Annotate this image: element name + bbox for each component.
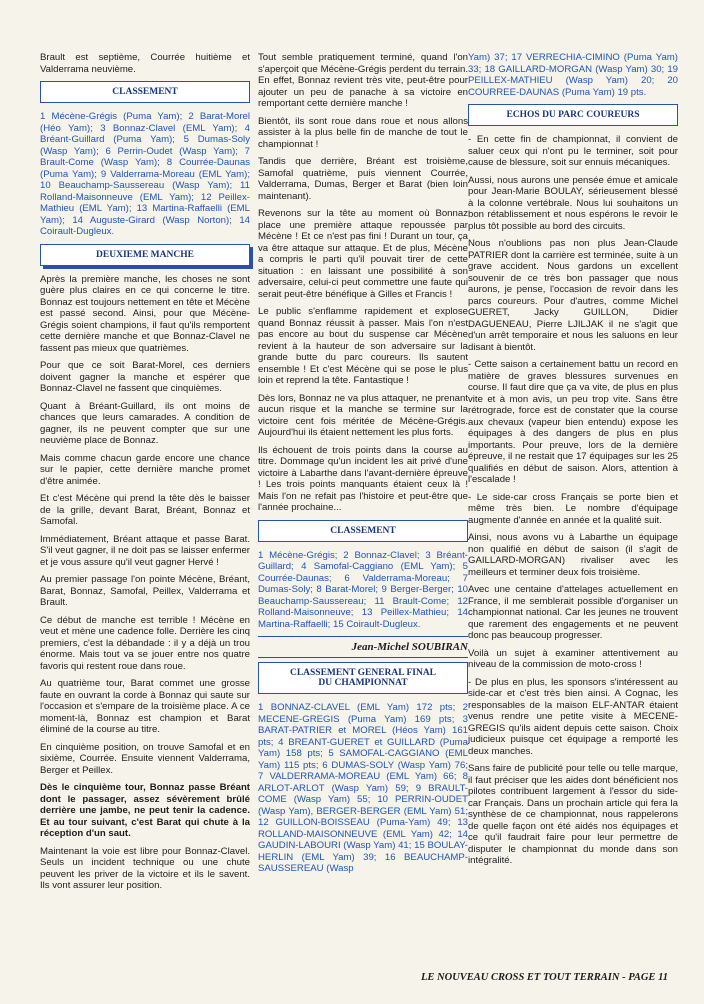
classement-results-2: 1 Mécène-Grégis; 2 Bonnaz-Clavel; 3 Bréant-Guillard; 4 Samofal-Caggiano (EML Yam); 5 Courrée-Daunas; 6 Valderrama-Moreau; 7 Dumas-Soly; 8 Barat-Morel; 9 Berger-Berger; 10 Beauchamp-Saussereau; 11 Brault-Come; 12 Rolland-Maisonneuve; 13 Peillex-Mathieu; 14 Martina-Raffaelli; 15 Coirault-Dugleux. (258, 549, 468, 630)
paragraph: - Cette saison a certainement battu un record en matière de graves blessures survenues en course. Il faut dire que ça va vite, de plus en plus vite et à mon avis, un peu trop vite. Sans être rétrograde, force est de constater que la course aux chevaux (vapeur bien entendu) expose les équipages à des dangers de plus en plus importants. Pour preuve, lors de la dernière épreuve, il ne restait que 17 équipages sur les 25 qualifiés en début de saison. Alors, attention à l'escalade ! (468, 359, 678, 485)
divider (258, 636, 468, 637)
classement-general-title-line1: CLASSEMENT GENERAL FINAL (289, 668, 437, 678)
page-footer: LE NOUVEAU CROSS ET TOUT TERRAIN - PAGE 11 (421, 972, 668, 983)
paragraph: Bientôt, ils sont roue dans roue et nous allons assister à la plus belle fin de manche de tout le championnat ! (258, 115, 468, 150)
paragraph: Au premier passage l'on pointe Mécène, Bréant, Barat, Bonnaz, Samofal, Peillex, Valderrama et Brault. (40, 574, 250, 608)
paragraph: Quant à Bréant-Guillard, ils ont moins de chances que leurs camarades. A condition de gagner, ils ne peuvent compter que sur une neuvième place de Bonnaz. (40, 400, 250, 446)
paragraph: Mais comme chacun garde encore une chance sur le papier, cette dernière manche promet d'être animée. (40, 452, 250, 487)
paragraph-bold: Dès le cinquième tour, Bonnaz passe Bréant dont le passager, assez sévèrement brûlé derrière une jambe, ne peut tenir la cadence. Et au tour suivant, c'est Barat qui chute à la réception d'un saut. (40, 782, 250, 839)
paragraph: Tout semble pratiquement terminé, quand l'on s'aperçoit que Mécène-Grégis perdent du terrain. En effet, Bonnaz revient très vite, peut-être pour ajouter un peu de panache à sa victoire en remportant cette dernière manche ! (258, 52, 468, 109)
classement-general-results-cont: Yam) 37; 17 VERRECHIA-CIMINO (Puma Yam) 33; 18 GAILLARD-MORGAN (Wasp Yam) 30; 19 PEILLEX-MATHIEU (Wasp Yam) 20; 20 COURREE-DAUNAS (Puma Yam) 19 pts. (468, 52, 678, 98)
author-signature: Jean-Michel SOUBIRAN (351, 641, 468, 653)
paragraph: Dès lors, Bonnaz ne va plus attaquer, ne prenant aucun risque et la manche se termine sur la victoire cent fois méritée de Mécène-Grégis. Aujourd'hui ils étaient nettement les plus forts. (258, 392, 468, 438)
paragraph: Immédiatement, Bréant attaque et passe Barat. S'il veut gagner, il ne doit pas se laisser enfermer et je vous assure qu'il veut gagner Hervé ! (40, 533, 250, 568)
column-right (468, 52, 678, 873)
column-middle (258, 52, 468, 881)
paragraph: Et c'est Mécène qui prend la tête dès le baisser de la grille, devant Barat, Bréant, Bonnaz et Samofal. (40, 493, 250, 527)
deuxieme-manche-heading: DEUXIEME MANCHE (40, 244, 250, 266)
paragraph: Le public s'enflamme rapidement et explose quand Bonnaz réussit à passer. Mais l'on n'est pas encore au bout du suspense car Mécène revient à la hauteur de son adversaire sur la grande butte du parc coureurs. Ils sautent ensemble ! Et c'est Mécène qui se pose le plus loin et reprend la tête. Fantastique ! (258, 306, 468, 386)
paragraph: Avec une centaine d'attelages actuellement en France, il me semblerait possible d'organiser un championnat national. Car les jeunes ne trouvent que rarement des engagements et ne peuvent donc pas beaucoup progresser. (468, 584, 678, 641)
divider (258, 657, 468, 658)
paragraph: Pour que ce soit Barat-Morel, ces derniers doivent gagner la manche et espérer que Bonnaz-Clavel ne fassent que cinquièmes. (40, 360, 250, 394)
paragraph: - En cette fin de championnat, il convient de saluer ceux qui n'ont pu le terminer, soit pour cause de blessure, soit sur ennuis mécaniques. (468, 134, 678, 168)
paragraph: Au quatrième tour, Barat commet une grosse faute en ouvrant la corde à Bonnaz qui saute sur l'occasion et s'empare de la troisième place. A ce moment-là, Bonnaz est champion et Barat éliminé de la course au titre. (40, 678, 250, 735)
classement-heading-2: CLASSEMENT (258, 520, 468, 542)
echos-heading: ECHOS DU PARC COUREURS (468, 104, 678, 126)
paragraph: Ils échouent de trois points dans la course au titre. Dommage qu'un incident les ait privé d'une victoire à Labarthe dans l'avant-dernière épreuve ! Les trois points manquants étaient ceux là ! Mais l'on ne refait pas l'histoire et peut-être que l'année prochaine... (258, 444, 468, 513)
paragraph: Sans faire de publicité pour telle ou telle marque, il faut préciser que les aides dont bénéficient nos pilotes contribuent largement à l'essor du side-car Français. Dans un prochain article qui fera la synthèse de ce championnat, nous rappelerons de quelle façon ont été aidés nos équipages et ce qu'il faudrait faire pour leur permettre de disputer le championnat du monde dans son intégralité. (468, 763, 678, 866)
paragraph: Tandis que derrière, Bréant est troisième, Samofal quatrième, puis viennent Courrée, Valderrama, Dumas, Berger et Barat (bien loin maintenant). (258, 156, 468, 202)
paragraph: Après la première manche, les choses ne sont guère plus claires en ce qui concerne le titre. Bonnaz est toujours nettement en tête et Mécène est passé second. Ainsi, pour que Mécène-Grégis soient champions, il faut qu'ils remportent cette dernière manche et que Bonnaz-Clavel ne fassent pas mieux que quatrièmes. (40, 273, 250, 354)
paragraph: Ce début de manche est terrible ! Mécène en veut et mène une cadence folle. Derrière les cinq premiers, c'est la débandade : il y a déjà un trou énorme. Mais tout va se jouer entre nos quatre favoris qui restent roue dans roue. (40, 614, 250, 672)
paragraph: Revenons sur la tête au moment où Bonnaz place une première attaque repoussée par Mécène ! Et ce n'est pas fini ! Durant un tour, ça va être attaque sur attaque. Et de plus, Mécène a compris le parti qu'il pouvait tirer de cette situation : en laissant une possibilité à son adversaire, celui-ci peut commettre une faute qui serait peut-être bénéfique à Gilles et Francis ! (258, 208, 468, 300)
classement-general-heading (258, 662, 468, 694)
paragraph: - Le side-car cross Français se porte bien et même très bien. Le nombre d'équipage augmente d'année en année et la qualité suit. (468, 491, 678, 526)
paragraph: Voilà un sujet à examiner attentivement au niveau de la commission de moto-cross ! (468, 647, 678, 670)
classement-general-title-line2: DU CHAMPIONNAT (318, 678, 408, 688)
paragraph: Aussi, nous aurons une pensée émue et amicale pour Jean-Marie BOULAY, sérieusement blessé à la colonne vertébrale. Nous lui souhaitons un bon rétablissement et nous espérons le revoir le plus tôt possible au bord des circuits. (468, 174, 678, 232)
paragraph: Ainsi, nous avons vu à Labarthe un équipage non qualifié en début de saison (il s'agit de GAILLARD-MORGAN) rivaliser avec les meilleurs et terminer deux fois troisième. (468, 532, 678, 578)
paragraph: - De plus en plus, les sponsors s'intéressent au side-car et c'est très bien ainsi. A Cognac, les responsables de la maison ELF-ANTAR étaient venus rendre une petite visite à MECENE-GREGIS qu'ils aident depuis cette saison. Choix judicieux puisque cet équipage a remporté les deux manches. (468, 676, 678, 757)
paragraph: Maintenant la voie est libre pour Bonnaz-Clavel. Seuls un incident technique ou une chute peuvent les priver de la victoire et ils le savent. Ils vont assurer leur position. (40, 845, 250, 891)
classement-results: 1 Mécène-Grégis (Puma Yam); 2 Barat-Morel (Héo Yam); 3 Bonnaz-Clavel (EML Yam); 4 Bréant-Guillard (Puma Yam); 5 Dumas-Soly (Wasp Yam); 6 Perrin-Oudet (Wasp Yam); 7 Brault-Come (Wasp Yam); 8 Courrée-Daunas (Puma Yam); 9 Valderrama-Moreau (EML Yam); 10 Beauchamp-Saussereau (Wasp Yam); 11 Rolland-Maisonneuve (EML Yam); 12 Peillex-Mathieu (EML Yam); 13 Martina-Raffaelli (EML Yam); 14 Auguste-Girard (Wasp Norton); 14 Coirault-Dugleux. (40, 111, 250, 237)
classement-heading: CLASSEMENT (40, 81, 250, 103)
column-left (40, 52, 250, 898)
intro-paragraph: Brault est septième, Courrée huitième et Valderrama neuvième. (40, 52, 250, 75)
paragraph: Nous n'oublions pas non plus Jean-Claude PATRIER dont la carrière est terminée, suite à un grave accident. Nous gardons un excellent souvenir de ce très bon passager que nous aurons, je pense, l'occasion de revoir dans les parcs coureurs. Pour d'autres, comme Michel GUERET, Jacky GUILLON, Didier DAGUENEAU, Pierre LJILJAK il ne s'agit que d'un arrêt temporaire et nous les saluons en leur disant à bientôt. (468, 238, 678, 353)
classement-general-results: 1 BONNAZ-CLAVEL (EML Yam) 172 pts; 2 MECENE-GREGIS (Puma Yam) 169 pts; 3 BARAT-PATRIER et MOREL (Héos Yam) 161 pts; 4 BREANT-GUERET et GUILLARD (Puma Yam) 158 pts; 5 SAMOFAL-CAGGIANO (EML Yam) 115 pts; 6 DUMAS-SOLY (Wasp Yam) 76; 7 VALDERRAMA-MOREAU (EML Yam) 66; 8 ARLOT-ARLOT (Wasp Yam) 59; 9 BRAULT-COME (Wasp Yam) 55; 10 PERRIN-OUDET (Wasp Yam), BERGER-BERGER (EML Yam) 51; 12 GUILLON-BOISSEAU (Puma-Yam) 49; 13 ROLLAND-MAISONNEUVE (EML Yam) 42; 14 GAUDIN-LABOURI (Wasp Yam) 41; 15 BOULAY-HERLIN (EML Yam) 39; 16 BEAUCHAMP-SAUSSEREAU (Wasp (258, 702, 468, 874)
paragraph: En cinquième position, on trouve Samofal et en sixième, Courrée. Ensuite viennent Valderrama, Berger et Peillex. (40, 741, 250, 776)
